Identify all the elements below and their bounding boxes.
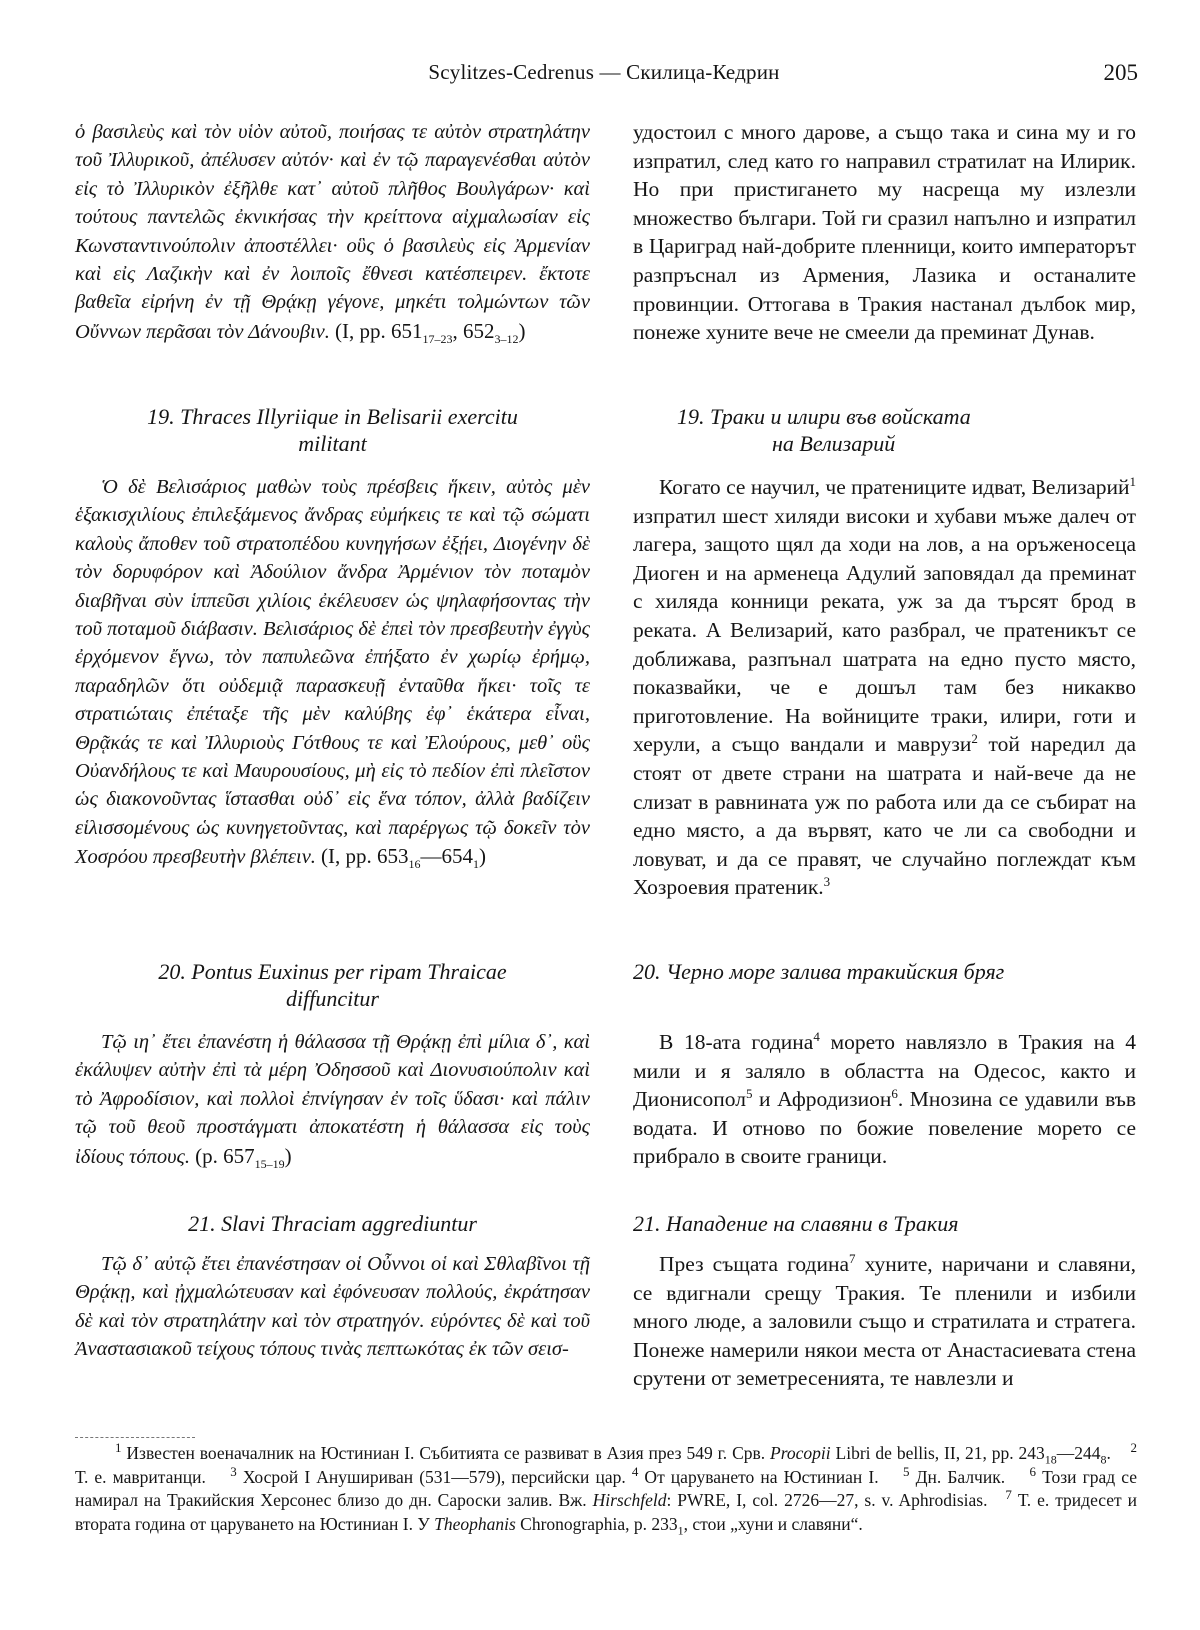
section-21-latin-heading: [75, 1210, 590, 1237]
section-20-latin-heading: [75, 958, 590, 1012]
footnote-ref: 6: [891, 1086, 898, 1102]
footnote-ref: 3: [823, 874, 831, 890]
section-21-bg-block: [633, 1250, 1136, 1393]
section-heading-latin: 21. Slavi Thraciam aggrediuntur: [188, 1211, 477, 1236]
section-heading-latin: 19. Thraces Illyriique in Belisarii exercitu militant: [147, 404, 518, 456]
intro-greek-citation: (I, pp. $651_{17-23}$, $652_{3-12}$): [335, 318, 526, 347]
section-greek-text: Τῷ ιη᾿ ἔτει ἐπανέστη ἡ θάλασσα τῇ Θρᾴκῃ ἐπὶ μίλια δ᾿, καὶ ἐκάλυψεν αὐτὴν ἐπὶ τὰ μέρη Ὀδησσοῦ καὶ Διονυσιούπολιν καὶ τὸ Ἀφροδίσιον, καὶ πολλοὶ ἐπνίγησαν ἐν τοῖς ὕδασι· καὶ πάλιν τῷ τοῦ θεοῦ προστάγματι ἀποκατέστη ἡ θάλασσα εἰς τοὺς ἰδίους τόπους. (p. $657_{15-19}$): [75, 1031, 590, 1171]
intro-greek-block: [75, 118, 590, 346]
page-header: [70, 60, 1138, 94]
section-greek-citation: (I, pp. $653_{16}—654_1$): [321, 844, 487, 872]
section-greek-text: Ὁ δὲ Βελισάριος μαθὼν τοὺς πρέσβεις ἥκειν, αὐτὸς μὲν ἑξακισχιλίους ἐπιλεξάμενος ἄνδρας εὐμήκεις τε καὶ τῷ σώματι καλοὺς ἄποθεν τοῦ στρατοπέδου κυνηγήσων ἐξῄει, Διογένην δὲ τὸν δορυφόρον καὶ Ἀδούλιον ἄνδρα Ἀρμένιον τὸν ποταμὸν διαβῆναι σὺν ἱππεῦσι χιλίοις ἐκέλευσεν ὡς ψηλαφήσοντας τὴν τοῦ ποταμοῦ διάβασιν. Βελισάριος δὲ ἐπεὶ τὸν πρεσβευτὴν ἐγγὺς ἐρχόμενον ἔγνω, τὸν παπυλεῶνα ἐπήξατο ἐν χωρίῳ ἐρήμῳ, παραδηλῶν ὅτι οὐδεμιᾷ παρασκευῇ ἐνταῦθα ἥκει· τοῖς τε στρατιώταις ἐπέταξε τῆς μὲν καλύβης ἐφ᾿ ἑκάτερα εἶναι, Θρᾷκάς τε καὶ Ἰλλυριοὺς Γότθους τε καὶ Ἐλούρους, μεθ᾿ οὓς Οὐανδήλους τε καὶ Μαυρουσίους, μὴ εἰς τὸ πεδίον ἐπὶ πλεῖστον ὡς διακονοῦντας ἵστασθαι οὐδ᾿ εἰς ἕνα τόπον, ἀλλὰ βαδίζειν εἱλισσομένους ὡς κυνηγετοῦντας, καὶ παρέργως τῷ δοκεῖν τὸν Χοσρόου πρεσβευτὴν βλέπειν. (I, pp. $653_{16}—654_1$): [75, 476, 590, 872]
section-20-bg-block: [633, 1028, 1136, 1171]
intro-bg-block: [633, 118, 1136, 347]
section-21-bg-heading: [633, 1210, 1136, 1237]
section-heading-bg: 20. Черно море залива тракийския бряг: [633, 959, 1005, 984]
section-19-latin-heading: [75, 403, 590, 457]
section-bg-text: Когато се научил, че пратениците идват, Велизарий$^1$ изпратил шест хиляди високи и хубави мъже далеч от лагера, защото щял да ходи на лов, а на оръженосеца Диоген и на арменеца Адулий заповядал да преминат с хиляда конници реката, уж за да търсят брод в реката. А Велизарий, като разбрал, че пратеникът се доближава, разпънал шатрата на едно пусто място, показвайки, че е дошъл там без никакво приготовление. На войниците траки, илири, готи и херули, а също вандали и маврузи$^2$ той наредил да стоят от двете страни на шатрата и най-вече да не слизат в равнината уж по работа или да се събират на едно място, а да вървят, като че ли са свободни и ловуват, и да се правят, че случайно поглеждат към Хозроевия пратеник.$^3$: [633, 473, 1136, 900]
footnote-ref: 2: [971, 731, 978, 747]
footnote-ref: 7: [849, 1250, 856, 1266]
section-19-bg-block: [633, 473, 1136, 902]
section-greek-citation: (p. $657_{15-19}$): [195, 1143, 292, 1171]
section-bg-text: В 18-ата година$^4$ морето навлязло в Тракия на 4 мили и я заляло в областта на Одесос, както и Дионисопол$^5$ и Афродизион$^6$. Мнозина се удавили във водата. И отново по божие повеление морето се прибрало в своите граници.: [633, 1028, 1136, 1169]
footnote-divider: [75, 1437, 195, 1438]
section-heading-bg: 19. Траки и илири във войската на Велизарий: [677, 404, 971, 456]
section-heading-bg: 21. Нападение на славяни в Тракия: [633, 1211, 959, 1236]
section-19-greek-block: [75, 473, 590, 872]
section-20-greek-block: [75, 1028, 590, 1171]
intro-greek-text: ὁ βασιλεὺς καὶ τὸν υἱὸν αὐτοῦ, ποιήσας τε αὐτὸν στρατηλάτην τοῦ Ἰλλυρικοῦ, ἀπέλυσεν αὐτόν· καὶ ἐν τῷ παραγενέσθαι αὐτὸν εἰς τὸ Ἰλλυρικὸν ἐξῆλθε κατ᾿ αὐτοῦ πλῆθος Βουλγάρων· καὶ τούτους παντελῶς ἐκνικήσας τὴν κρείττονα αἰχμαλωσίαν εἰς Κωνσταντινούπολιν ἀποστέλλει· οὓς ὁ βασιλεὺς εἰς Ἀρμενίαν καὶ εἰς Λαζικὴν καὶ ἐν λοιποῖς ἔθνεσι κατέσπειρεν. ἔκτοτε βαθεῖα εἰρήνη ἐν τῇ Θρᾴκῃ γέγονε, μηκέτι τολμώντων τῶν Οὔννων περᾶσαι τὸν Δάνουβιν. (I, pp. $651_{17-23}$, $652_{3-12}$): [75, 121, 590, 347]
footnote-ref: 5: [745, 1086, 753, 1102]
section-bg-text: През същата година$^7$ хуните, наричани и славяни, се вдигнали срещу Тракия. Те пленили и избили много люде, а заловили също и стратилата и стратега. Понеже намерили някои места от Анастасиевата стена срутени от земетресенията, те навлезли и: [633, 1250, 1136, 1391]
footnotes: $^1$ Известен военачалник на Юстиниан I. Събитията се развиват в Азия през 549 г. Срв. Procopii Libri de bellis, II, 21, pp. $243_{18}—244_8$. $^2$ Т. е. мавританци. $^3$ Хосрой I Анушириван (531—579), персийски цар. $^4$ От царуването на Юстиниан I. $^5$ Дн. Балчик. $^6$ Този град се намирал на Тракийския Херсонес близо до дн. Саросκи залив. Вж. Hirschfeld: PWRE, I, col. 2726—27, s. v. Aphrodisias. $^7$ Т. е. тридесет и втората година от царуването на Юстиниан I. У Theophanis Chronographia, p. $233_1$, стои „хуни и славяни“.: [75, 1440, 1138, 1537]
page-number: 205: [1103, 60, 1138, 85]
section-greek-text: Τῷ δ᾿ αὐτῷ ἔτει ἐπανέστησαν οἱ Οὖννοι οἱ καὶ Σθλαβῖνοι τῇ Θρᾴκῃ, καὶ ᾐχμαλώτευσαν καὶ ἐφόνευσαν πολλούς, ἐκράτησαν δὲ καὶ τὸν στρατηλάτην καὶ τὸν στρατηγόν. εὑρόντες δὲ καὶ τοῦ Ἀναστασιακοῦ τείχους τόπους τινὰς πεπτωκότας ἐκ τῶν σεισ-: [75, 1253, 590, 1361]
section-20-bg-heading: [633, 958, 1136, 985]
section-19-bg-heading: [633, 403, 1136, 457]
footnote-ref: 4: [813, 1028, 820, 1044]
section-heading-latin: 20. Pontus Euxinus per ripam Thraicae diffuncitur: [158, 959, 507, 1011]
section-21-greek-block: [75, 1250, 590, 1364]
intro-bg-text: удостоил с много дарове, а също така и сина му и го изпратил, след като го направил стратилат на Илирик. Но при пристигането му насреща му излезли множество българи. Той ги сразил напълно и изпратил в Цариград най-добрите пленници, които императорът разпръснал из Армения, Лазика и останалите провинции. Оттогава в Тракия настанал дълбок мир, понеже хуните вече не смеели да преминат Дунав.: [633, 120, 1136, 345]
running-title: Scylitzes-Cedrenus — Скилица-Кедрин: [428, 60, 780, 84]
footnote-ref: 1: [1129, 473, 1136, 489]
